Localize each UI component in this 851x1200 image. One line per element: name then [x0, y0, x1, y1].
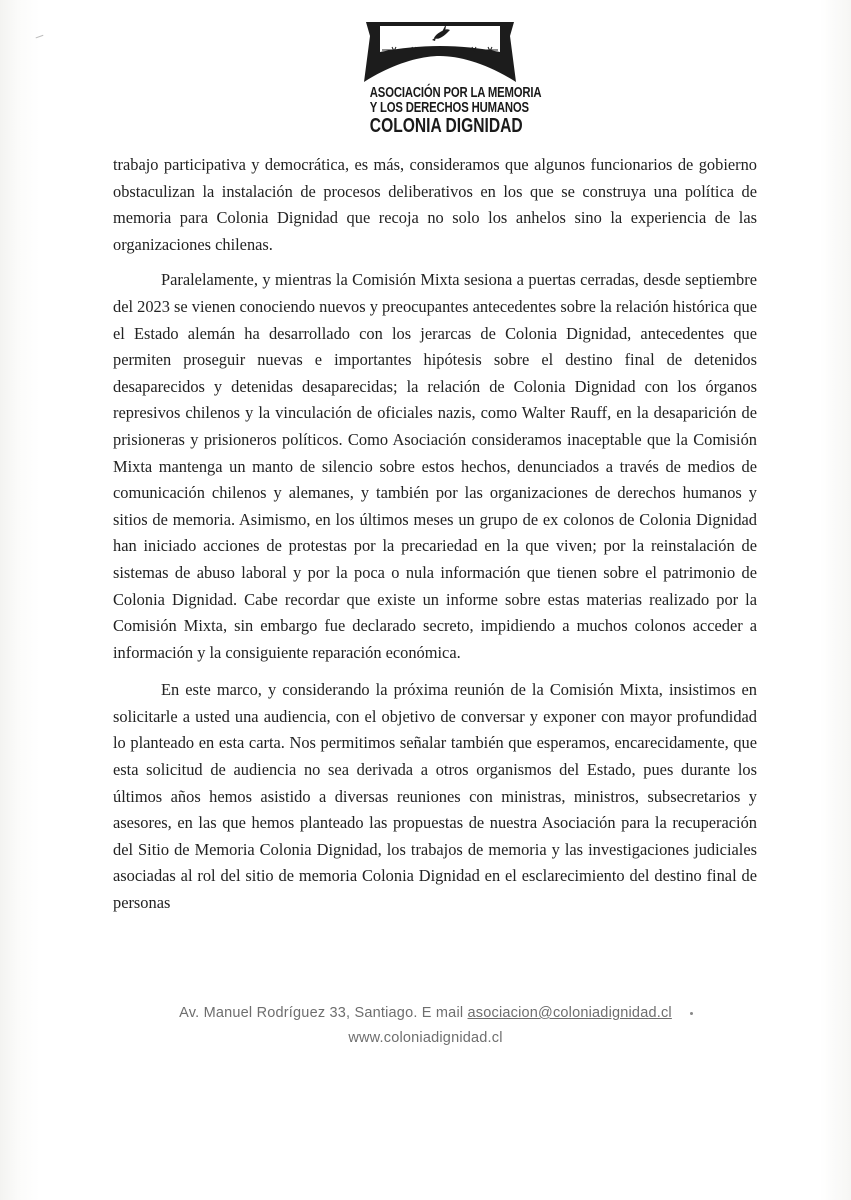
letterhead: [350, 12, 542, 137]
footer-address-line: [0, 1005, 851, 1021]
org-name-line3: COLONIA DIGNIDAD: [369, 115, 523, 137]
dove-barbed-wire-logo-icon: [360, 12, 520, 84]
letter-body: [113, 152, 757, 917]
scan-mark: [36, 35, 45, 41]
org-name-line2: Y LOS DERECHOS HUMANOS: [369, 100, 529, 116]
footer-address: Av. Manuel Rodríguez 33, Santiago. E mail: [179, 1005, 464, 1021]
footer-website[interactable]: www.coloniadignidad.cl: [348, 1030, 503, 1046]
scan-dot: [690, 1012, 693, 1015]
paragraph-antecedents: Paralelamente, y mientras la Comisión Mixta sesiona a puertas cerradas, desde septiembre del 2023 se vienen conociendo nuevos y preocupantes antecedentes sobre la relación histórica que el Estado alemán ha desarrollado con los jerarcas de Colonia Dignidad, antecedentes que permiten proseguir nuevas e importantes hipótesis sobre el destino final de detenidos desaparecidos y detenidas desaparecidas; la relación de Colonia Dignidad con los órganos represivos chilenos y la vinculación de oficiales nazis, como Walter Rauff, en la desaparición de prisioneras y prisioneros políticos. Como Asociación consideramos inaceptable que la Comisión Mixta mantenga un manto de silencio sobre estos hechos, denunciados a través de medios de comunicación chilenos y alemanes, y también por las organizaciones de derechos humanos y sitios de memoria. Asimismo, en los últimos meses un grupo de ex colonos de Colonia Dignidad han iniciado acciones de protestas por la precariedad en la que viven; por la reinstalación de sistemas de abuso laboral y por la poca o nula información que tienen sobre el patrimonio de Colonia Dignidad. Cabe recordar que existe un informe sobre estas materias realizado por la Comisión Mixta, sin embargo fue declarado secreto, impidiendo a muchos colonos acceder a información y la consiguiente reparación económica.: [113, 270, 758, 662]
footer-email-link[interactable]: asociacion@coloniadignidad.cl: [467, 1005, 672, 1021]
paragraph-audience-request: En este marco, y considerando la próxima reunión de la Comisión Mixta, insistimos en solicitarle a usted una audiencia, con el objetivo de conversar y exponer con mayor profundidad lo planteado en esta carta. Nos permitimos señalar también que esperamos, encarecidamente, que esta solicitud de audiencia no sea derivada a otros organismos del Estado, pues durante los últimos años hemos asistido a diversas reuniones con ministras, ministros, subsecretarios y asesores, en las que hemos planteado las propuestas de nuestra Asociación para la recuperación del Sitio de Memoria Colonia Dignidad, los trabajos de memoria y las investigaciones judiciales asociadas al rol del sitio de memoria Colonia Dignidad en el esclarecimiento del destino final de personas: [113, 680, 757, 913]
paragraph-continuation: trabajo participativa y democrática, es más, consideramos que algunos funcionarios de gobierno obstaculizan la instalación de procesos deliberativos en los que se construya una política de memoria para Colonia Dignidad que recoja no solo los anhelos sino la experiencia de las organizaciones chilenas.: [113, 155, 757, 254]
org-name-line1: ASOCIACIÓN POR LA MEMORIA: [369, 85, 542, 101]
